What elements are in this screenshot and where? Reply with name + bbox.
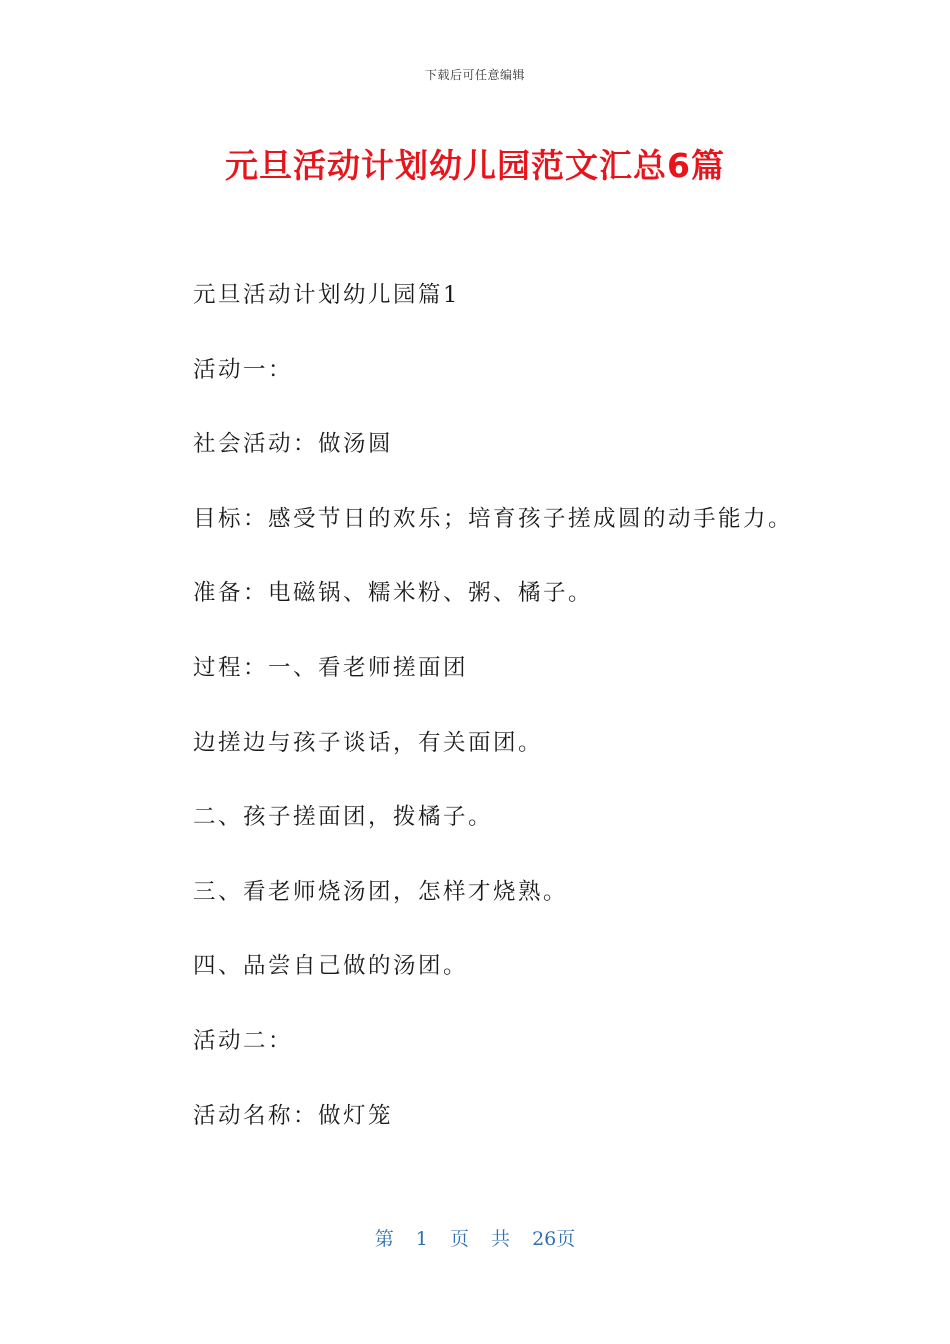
section-heading: 元旦活动计划幼儿园篇1 xyxy=(193,282,460,308)
footer-current-page: 1 xyxy=(415,1228,428,1250)
body-line: 目标：感受节日的欢乐；培育孩子搓成圆的动手能力。 xyxy=(193,505,794,532)
body-line: 四、品尝自己做的汤团。 xyxy=(193,953,469,980)
footer-label-unit: 页 xyxy=(449,1228,469,1250)
body-line: 准备：电磁锅、糯米粉、粥、橘子。 xyxy=(193,580,594,607)
body-line: 社会活动：做汤圆 xyxy=(193,431,394,458)
body-line: 边搓边与孩子谈话，有关面团。 xyxy=(193,729,544,756)
body-line: 活动一： xyxy=(193,356,294,383)
body-line: 二、孩子搓面团，拨橘子。 xyxy=(193,804,494,831)
body-line: 过程：一、看老师搓面团 xyxy=(193,654,469,681)
document-body xyxy=(193,279,893,1174)
page-number-footer xyxy=(0,1224,950,1251)
document-title: 元旦活动计划幼儿园范文汇总6篇 xyxy=(225,146,725,185)
body-line: 活动二： xyxy=(193,1027,294,1054)
body-line: 三、看老师烧汤团，怎样才烧熟。 xyxy=(193,878,569,905)
footer-total-pages: 26页 xyxy=(532,1228,576,1250)
footer-label-page: 第 xyxy=(374,1228,394,1250)
page-header-note: 下载后可任意编辑 xyxy=(424,68,525,82)
footer-label-total: 共 xyxy=(491,1228,511,1250)
body-line: 活动名称：做灯笼 xyxy=(193,1102,394,1129)
